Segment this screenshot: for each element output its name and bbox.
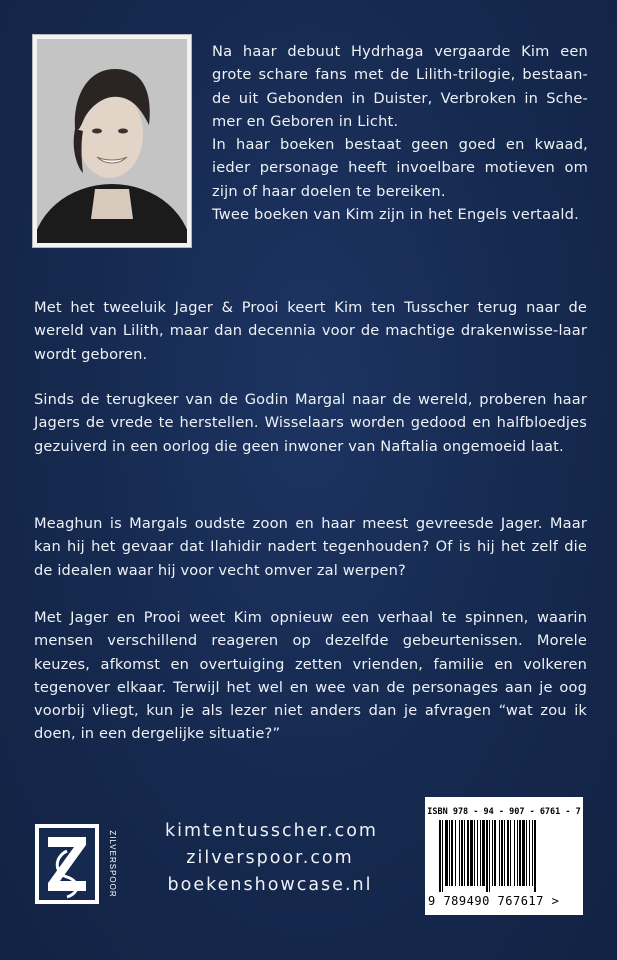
blurb-paragraph-3: Meaghun is Margals oudste zoon en haar meest gevreesde Jager. Maar kan hij het gevaar dat Ilahidir nadert tegenhouden? Of is hij het zelf die de idealen waar hij voor vecht omver zal werpen?: [34, 515, 587, 579]
bio-paragraph-3: Twee boeken van Kim zijn in het Engels vertaald.: [212, 206, 579, 224]
barcode-bar: [499, 820, 500, 886]
barcode-bar: [451, 820, 453, 886]
blurb-paragraph-1: Met het tweeluik Jager & Prooi keert Kim ten Tusscher terug naar de wereld van Lilith, maar dan decennia voor de machtige drakenwisse-laar wordt geboren.: [34, 299, 587, 363]
barcode-bar: [455, 820, 456, 886]
barcode-bar: [461, 820, 463, 886]
author-photo-frame: [32, 34, 192, 248]
ean-barcode-icon: [437, 820, 571, 892]
blurb-paragraph-2: Sinds de terugkeer van de Godin Margal naar de wereld, proberen haar Jagers de vrede te herstellen. Wisselaars worden gedood en halfbloedjes gezuiverd in een oorlog die geen inwoner van Naftalia ongemoeid laat.: [34, 391, 587, 455]
barcode-bar: [442, 820, 443, 892]
barcode-bar: [449, 820, 450, 886]
barcode-bar: [459, 820, 460, 886]
barcode-box: [425, 797, 583, 915]
barcode-bar: [517, 820, 518, 886]
author-portrait-icon: [37, 39, 187, 243]
isbn-label: ISBN 978 - 94 - 907 - 6761 - 7: [427, 807, 581, 817]
barcode-bar: [492, 820, 493, 886]
website-links: [165, 818, 378, 899]
link-showcase-site[interactable]: boekenshowcase.nl: [167, 875, 373, 895]
blurb-paragraph-4: Met Jager en Prooi weet Kim opnieuw een verhaal te spinnen, waarin mensen verschillend reageren op dezelfde gebeurtenissen. Morele keuzes, afkomst en overtuiging zetten vrienden, familie en volkeren tegenover elkaar. Terwijl het wel en wee van de personages aan je oog voorbij vliegt, kun je als lezer niet anders dan je afvragen “wat zou ik doen, in een dergelijke situatie?”: [34, 609, 587, 743]
barcode-bar: [519, 820, 521, 886]
barcode-bar: [477, 820, 478, 886]
publisher-logo: [34, 823, 120, 905]
barcode-digits: 9 789490 767617 >: [428, 894, 560, 908]
barcode-bar: [494, 820, 496, 886]
author-bio: [212, 40, 588, 226]
barcode-bar: [445, 820, 448, 886]
barcode-bar: [486, 820, 488, 892]
bio-paragraph-1: Na haar debuut Hydrhaga vergaarde Kim een grote schare fans met de Lilith-trilogie, bestaan-de uit Gebonden in Duister, Verbroken in Sche-mer en Geboren in Licht.: [212, 43, 588, 130]
publisher-name: ZILVERSPOOR: [108, 830, 117, 898]
barcode-bar: [467, 820, 469, 886]
link-publisher-site[interactable]: zilverspoor.com: [186, 848, 354, 868]
barcode-bar: [489, 820, 490, 892]
barcode-bar: [529, 820, 530, 886]
barcode-bar: [501, 820, 503, 886]
barcode-bar: [464, 820, 465, 886]
zilverspoor-logo-icon: [34, 823, 120, 905]
bio-paragraph-2: In haar boeken bestaat geen goed en kwaad, ieder personage heeft invoelbare motieven om zijn of haar doelen te bereiken.: [212, 136, 588, 200]
link-author-site[interactable]: kimtentusscher.com: [165, 821, 378, 841]
barcode-bar: [504, 820, 505, 886]
barcode-bar: [439, 820, 441, 892]
author-photo: [37, 39, 187, 243]
barcode-bar: [532, 820, 533, 886]
barcode-bar: [474, 820, 475, 886]
barcode-bar: [534, 820, 536, 892]
barcode-bar: [470, 820, 473, 886]
barcode-bar: [526, 820, 527, 886]
barcode-bar: [507, 820, 509, 886]
barcode-bar: [510, 820, 511, 886]
barcode-bar: [522, 820, 525, 886]
barcode-bar: [482, 820, 485, 886]
barcode-bar: [514, 820, 515, 886]
barcode-bar: [480, 820, 481, 886]
